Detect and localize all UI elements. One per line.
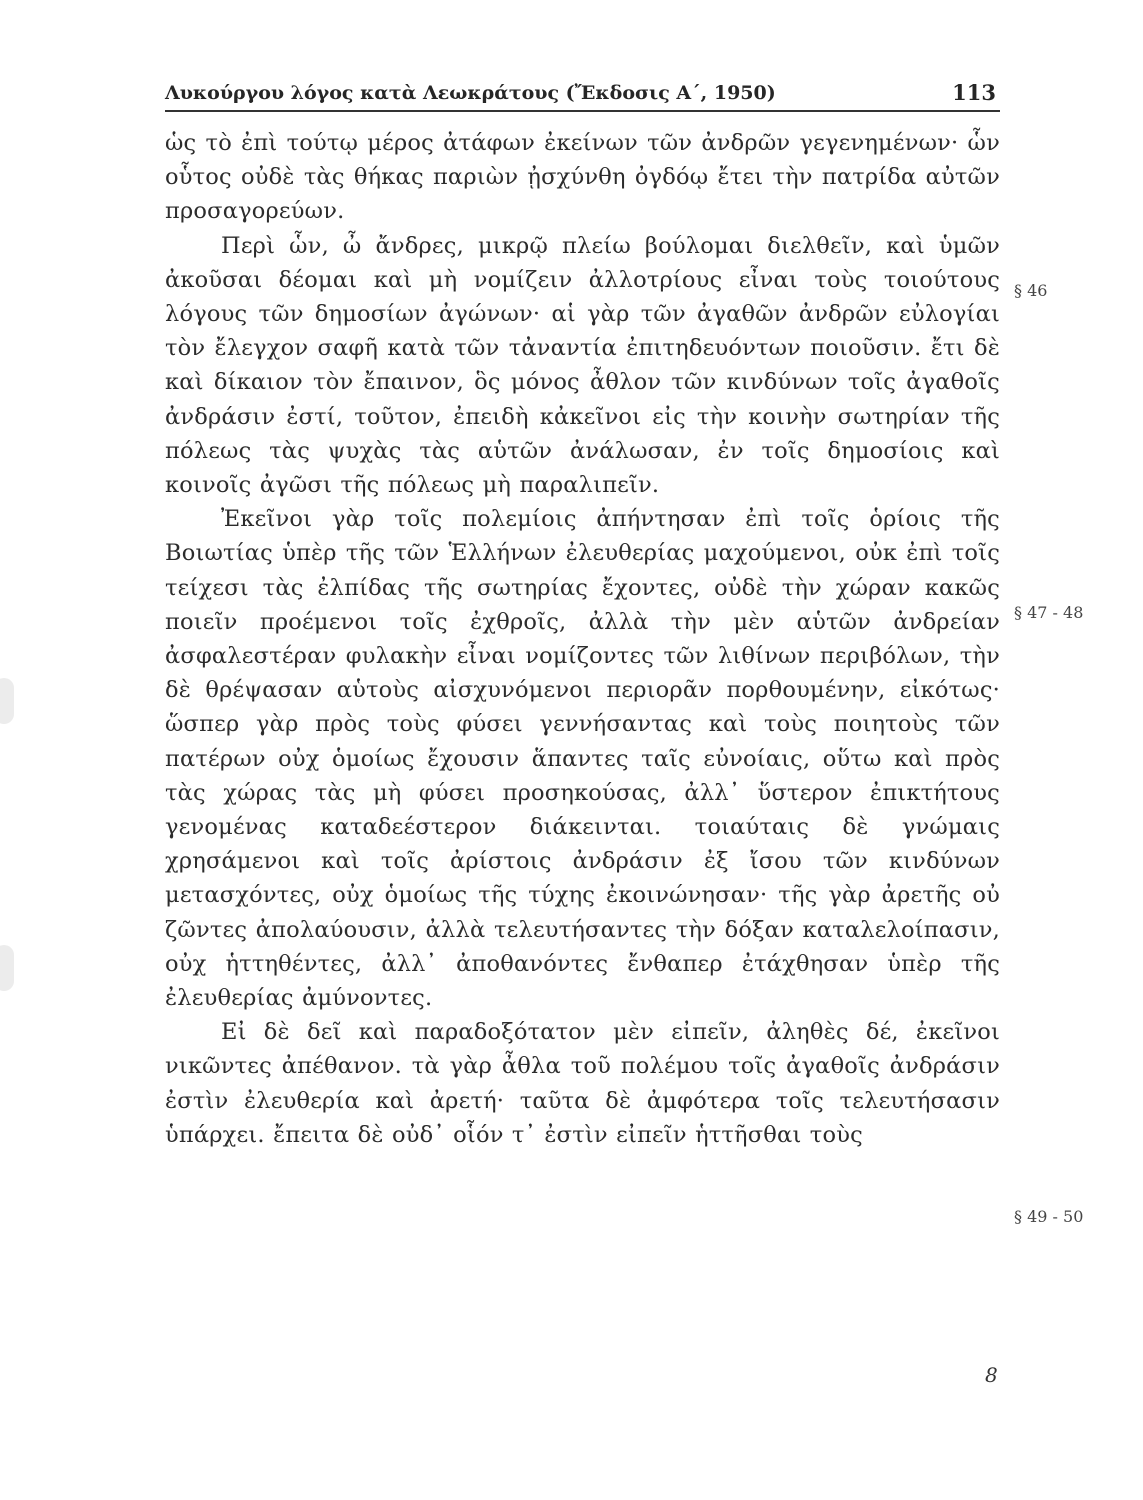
paragraph-section-47-48: Ἐκεῖνοι γὰρ τοῖς πολεμίοις ἀπήντησαν ἐπὶ τοῖς ὁρίοις τῆς Βοιωτίας ὑπὲρ τῆς τῶν Ἑλλήνων ἐλευθερίας μαχούμενοι, οὐκ ἐπὶ τοῖς τείχεσι τὰς ἐλπίδας τῆς σωτηρίας ἔχοντες, οὐδὲ τὴν χώραν κακῶς ποιεῖν προέμενοι τοῖς ἐχθροῖς, ἀλλὰ τὴν μὲν αὑτῶν ἀνδρείαν ἀσφαλεστέραν φυλακὴν εἶναι νομίζοντες τῶν λιθίνων περιβόλων, τὴν δὲ θρέψασαν αὑτοὺς αἰσχυνόμενοι περιορᾶν πορθουμένην, εἰκότως· ὥσπερ γὰρ πρὸς τοὺς φύσει γεννήσαντας καὶ τοὺς ποιητοὺς τῶν πατέρων οὐχ ὁμοίως ἔχουσιν ἅπαντες ταῖς εὐνοίαις, οὕτω καὶ πρὸς τὰς χώρας τὰς μὴ φύσει προσηκούσας, ἀλλ᾽ ὕστερον ἐπικτήτους γενομένας καταδεέστερον διάκεινται. τοιαύταις δὲ γνώμαις χρησάμενοι καὶ τοῖς ἀρίστοις ἀνδράσιν ἐξ ἴσου τῶν κινδύνων μετασχόντες, οὐχ ὁμοίως τῆς τύχης ἐκοινώνησαν· τῆς γὰρ ἀρετῆς οὐ ζῶντες ἀπολαύουσιν, ἀλλὰ τελευτήσαντες τὴν δόξαν καταλελοίπασιν, οὐχ ἡττηθέντες, ἀλλ᾽ ἀποθανόντες ἔνθαπερ ἐτάχθησαν ὑπὲρ τῆς ἐλευθερίας ἀμύνοντες. xyxy=(165,506,1000,1012)
paragraph-section-46: Περὶ ὧν, ὦ ἄνδρες, μικρῷ πλείω βούλομαι διελθεῖν, καὶ ὑμῶν ἀκοῦσαι δέομαι καὶ μὴ νομίζειν ἀλλοτρίους εἶναι τοὺς τοιούτους λόγους τῶν δημοσίων ἀγώνων· αἱ γὰρ τῶν ἀγαθῶν ἀνδρῶν εὐλογίαι τὸν ἔλεγχον σαφῆ κατὰ τῶν τἀναντία ἐπιτηδευόντων ποιοῦσιν. ἔτι δὲ καὶ δίκαιον τὸν ἔπαινον, ὃς μόνος ἆθλον τῶν κινδύνων τοῖς ἀγαθοῖς ἀνδράσιν ἐστί, τοῦτον, ἐπειδὴ κἀκεῖνοι εἰς τὴν κοινὴν σωτηρίαν τῆς πόλεως τὰς ψυχὰς τὰς αὑτῶν ἀνάλωσαν, ἐν τοῖς δημοσίοις καὶ κοινοῖς ἀγῶσι τῆς πόλεως μὴ παραλιπεῖν. xyxy=(165,232,1000,499)
paragraph-continuation: ὡς τὸ ἐπὶ τούτῳ μέρος ἀτάφων ἐκείνων τῶν ἀνδρῶν γεγενημένων· ὧν οὗτος οὐδὲ τὰς θήκας παριὼν ᾐσχύνθη ὀγδόῳ ἔτει τὴν πατρίδα αὐτῶν προσαγορεύων. xyxy=(165,130,1000,225)
margin-ref-49-50: § 49 - 50 xyxy=(1014,1207,1084,1226)
running-title: Λυκούργου λόγος κατὰ Λεωκράτους (Ἔκδοσις Α΄, 1950) xyxy=(165,82,776,104)
margin-ref-46: § 46 xyxy=(1014,281,1048,300)
binding-hole xyxy=(0,945,14,991)
paragraph-section-49-50: Εἰ δὲ δεῖ καὶ παραδοξότατον μὲν εἰπεῖν, ἀληθὲς δέ, ἐκεῖνοι νικῶντες ἀπέθανον. τὰ γὰρ ἆθλα τοῦ πολέμου τοῖς ἀγαθοῖς ἀνδράσιν ἐστὶν ἐλευθερία καὶ ἀρετή· ταῦτα δὲ ἀμφότερα τοῖς τελευτήσασιν ὑπάρχει. ἔπειτα δὲ οὐδ᾽ οἷόν τ᾽ ἐστὶν εἰπεῖν ἡττῆσθαι τοὺς xyxy=(165,1019,1000,1148)
binding-hole xyxy=(0,678,14,724)
margin-ref-47-48: § 47 - 48 xyxy=(1014,603,1084,622)
main-text xyxy=(165,126,1000,1152)
running-header xyxy=(165,74,1000,110)
header-rule xyxy=(165,110,1000,112)
page-number: 113 xyxy=(952,80,996,105)
signature-mark: 8 xyxy=(985,1363,998,1387)
